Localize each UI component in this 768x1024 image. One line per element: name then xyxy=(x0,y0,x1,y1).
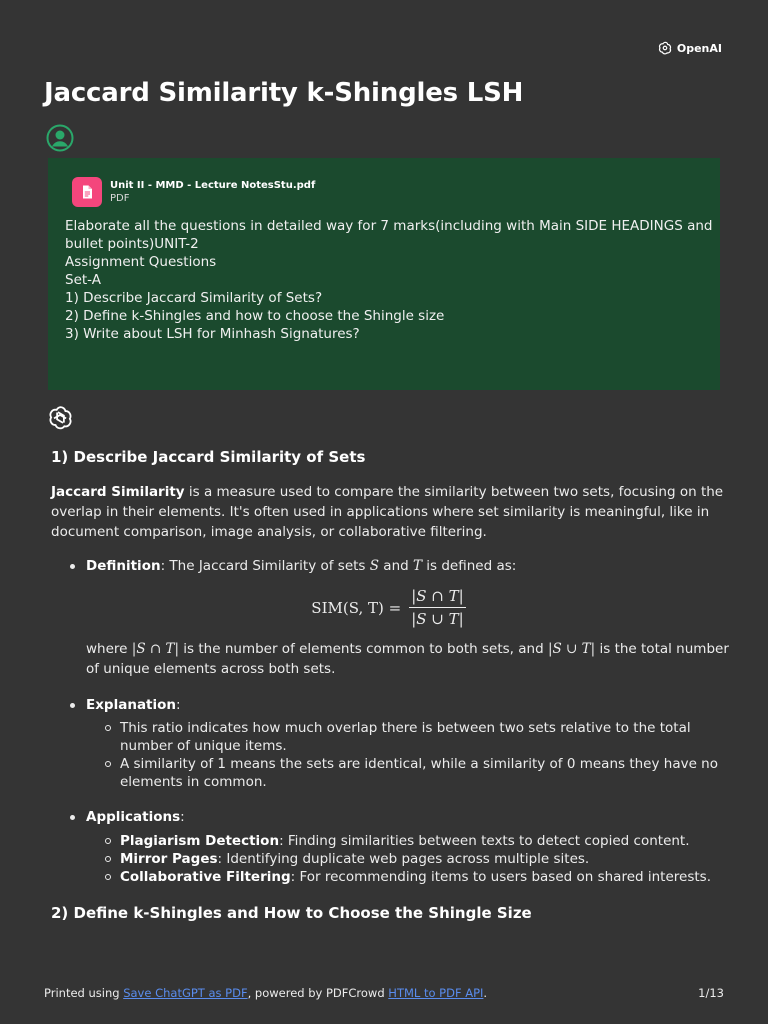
list-item: A similarity of 1 means the sets are identical, while a similarity of 0 means they have no elements in common. xyxy=(86,755,731,791)
user-message-bubble xyxy=(48,158,720,390)
explanation-label: Explanation xyxy=(86,697,177,713)
bullet-definition xyxy=(51,556,731,679)
definition-text: and xyxy=(379,558,413,574)
application-label: Collaborative Filtering xyxy=(120,869,291,885)
prompt-line: Set-A xyxy=(65,272,101,288)
explanation-list xyxy=(86,719,731,791)
math-intersection: |S ∩ T| xyxy=(131,641,180,657)
where-text: is the number of elements common to both sets, and xyxy=(179,641,548,657)
page-number: 1/13 xyxy=(698,986,724,1000)
math-var-t: T xyxy=(412,558,422,574)
list-item xyxy=(86,868,731,886)
prompt-line: 3) Write about LSH for Minhash Signatures? xyxy=(65,326,360,342)
intro-paragraph xyxy=(51,482,731,542)
document-icon xyxy=(72,177,102,207)
assistant-response xyxy=(51,446,731,938)
definition-text: : The Jaccard Similarity of sets xyxy=(160,558,370,574)
openai-brand xyxy=(657,40,722,56)
main-bullets xyxy=(51,556,731,886)
jaccard-formula xyxy=(86,586,731,629)
application-text: : Finding similarities between texts to detect copied content. xyxy=(279,833,690,849)
footer-credit xyxy=(44,986,487,1000)
applications-list xyxy=(86,832,731,886)
formula-numerator: |S ∩ T| xyxy=(409,586,466,608)
application-label: Mirror Pages xyxy=(120,851,218,867)
attachment-type: PDF xyxy=(110,193,130,204)
save-chatgpt-link[interactable]: Save ChatGPT as PDF xyxy=(123,986,248,1000)
print-footer xyxy=(44,986,724,1000)
formula-fraction xyxy=(409,586,466,629)
user-avatar-icon xyxy=(46,124,74,152)
application-text: : Identifying duplicate web pages across multiple sites. xyxy=(217,851,590,867)
bullet-explanation xyxy=(51,695,731,791)
prompt-line: 1) Describe Jaccard Similarity of Sets? xyxy=(65,290,323,306)
prompt-text xyxy=(65,217,713,343)
prompt-line: bullet points)UNIT-2 xyxy=(65,236,199,252)
application-label: Plagiarism Detection xyxy=(120,833,280,849)
prompt-line: Elaborate all the questions in detailed way for 7 marks(including with Main SIDE HEADINGS and xyxy=(65,218,713,234)
formula-lhs: SIM(S, T) = xyxy=(311,598,402,617)
section-heading-shingles: 2) Define k-Shingles and How to Choose the Shingle Size xyxy=(51,904,532,922)
intro-term: Jaccard Similarity xyxy=(51,484,185,500)
application-text: : For recommending items to users based on shared interests. xyxy=(290,869,711,885)
footer-text: Printed using xyxy=(44,986,124,1000)
prompt-line: Assignment Questions xyxy=(65,254,217,270)
applications-colon: : xyxy=(180,809,185,825)
openai-logo-icon xyxy=(657,40,673,56)
section-heading-jaccard: 1) Describe Jaccard Similarity of Sets xyxy=(51,448,366,466)
list-item: This ratio indicates how much overlap there is between two sets relative to the total number of unique items. xyxy=(86,719,731,755)
footer-text: . xyxy=(483,986,488,1000)
list-item xyxy=(86,832,731,850)
footer-text: , powered by PDFCrowd xyxy=(247,986,389,1000)
definition-label: Definition xyxy=(86,558,161,574)
definition-text: is defined as: xyxy=(422,558,517,574)
prompt-line: 2) Define k-Shingles and how to choose the Shingle size xyxy=(65,308,445,324)
intro-text: is a measure used to compare the similarity between two sets, focusing on the overlap in their elements. It's often used in applications where set similarity is meaningful, like in document comparison, image analysis, or collaborative filtering. xyxy=(51,484,724,540)
brand-name: OpenAI xyxy=(676,41,722,55)
where-text: is the total number of unique elements across both sets. xyxy=(86,641,729,677)
attachment-name: Unit II - MMD - Lecture NotesStu.pdf xyxy=(110,180,316,191)
where-text: where xyxy=(86,641,132,657)
explanation-colon: : xyxy=(176,697,181,713)
math-var-s: S xyxy=(369,558,379,574)
formula-denominator: |S ∪ T| xyxy=(411,610,464,628)
bullet-applications xyxy=(51,807,731,886)
chatgpt-logo-icon xyxy=(47,404,74,431)
html-to-pdf-link[interactable]: HTML to PDF API xyxy=(388,986,484,1000)
pdf-attachment[interactable] xyxy=(72,177,315,207)
page-title: Jaccard Similarity k-Shingles LSH xyxy=(44,78,524,108)
math-union: |S ∪ T| xyxy=(547,641,596,657)
list-item xyxy=(86,850,731,868)
applications-label: Applications xyxy=(86,809,181,825)
